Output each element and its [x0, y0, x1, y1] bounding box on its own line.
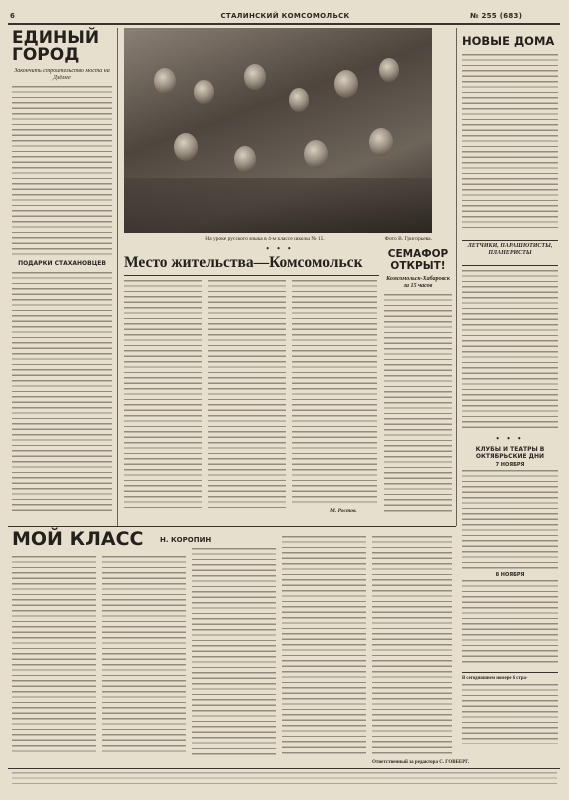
bottom-section-rule — [8, 526, 456, 527]
right-column-body-2 — [462, 270, 558, 430]
bottom-col-3 — [192, 548, 276, 756]
main-article-col-2 — [208, 280, 286, 512]
left-column-subtitle: Закончить строительство моста на Дзёмге — [14, 68, 110, 81]
clubs-date-2: 8 НОЯБРЯ — [495, 572, 525, 578]
classroom-photo — [124, 28, 432, 233]
page-number: 6 — [10, 12, 16, 20]
masthead-rule — [8, 23, 560, 25]
separator-dots-right: • • • — [496, 434, 524, 443]
next-issue-rule — [462, 672, 558, 673]
semafor-body — [384, 294, 452, 512]
next-issue-body — [462, 684, 558, 744]
clubs-body-2 — [462, 580, 558, 666]
right-column-title: НОВЫЕ ДОМА — [462, 34, 555, 48]
right-column-body — [462, 54, 558, 232]
left-column-body-2 — [12, 272, 112, 512]
semafor-headline: СЕМАФОР ОТКРЫТ! — [387, 248, 449, 272]
bottom-author: Н. КОРОПИН — [160, 536, 212, 544]
bottom-headline: МОЙ КЛАСС — [12, 528, 144, 550]
column-divider-right — [456, 28, 457, 526]
clubs-date-1: 7 НОЯБРЯ — [495, 462, 525, 468]
bottom-col-1 — [12, 556, 96, 756]
right-box-frame — [462, 240, 558, 266]
photo-credit: Фото В. Григорьева. — [384, 236, 432, 242]
separator-dots: • • • — [266, 244, 294, 253]
left-column-title: ЕДИНЫЙ ГОРОД — [12, 28, 100, 65]
bottom-col-2 — [102, 556, 186, 756]
paper-name: СТАЛИНСКИЙ КОМСОМОЛЬСК — [220, 12, 350, 20]
semafor-subtitle: Комсомольск-Хабаровск за 15 часов — [386, 276, 450, 289]
clubs-title: КЛУБЫ И ТЕАТРЫ В ОКТЯБРЬСКИЕ ДНИ — [475, 446, 545, 460]
editor-line: Ответственный за редактора С. ГОВБЕРГ. — [372, 760, 470, 765]
footer-imprint — [12, 772, 557, 786]
column-divider — [117, 28, 118, 526]
right-box-title: ЛЕТЧИКИ, ПАРАШЮТИСТЫ, ПЛАНЕРИСТЫ — [467, 243, 553, 256]
footer-rule — [8, 768, 560, 769]
left-column-body — [12, 86, 112, 256]
bottom-col-4 — [282, 536, 366, 756]
main-article-col-1 — [124, 280, 202, 512]
next-issue-title: В сегодняшнем номере 6 стра- — [462, 676, 528, 681]
left-column-section-heading: ПОДАРКИ СТАХАНОВЦЕВ — [18, 260, 106, 267]
main-article-signature: М. Ростов. — [330, 508, 357, 514]
main-article-headline: Место жительства—Комсомольск — [124, 254, 363, 271]
main-article-rule — [124, 275, 379, 276]
main-article-col-3 — [292, 280, 377, 505]
issue-number: № 255 (683) — [470, 12, 523, 20]
photo-caption: На уроке русского языка в 4-м классе школы № 15. — [205, 236, 325, 242]
bottom-col-5 — [372, 536, 452, 756]
clubs-body-1 — [462, 470, 558, 570]
